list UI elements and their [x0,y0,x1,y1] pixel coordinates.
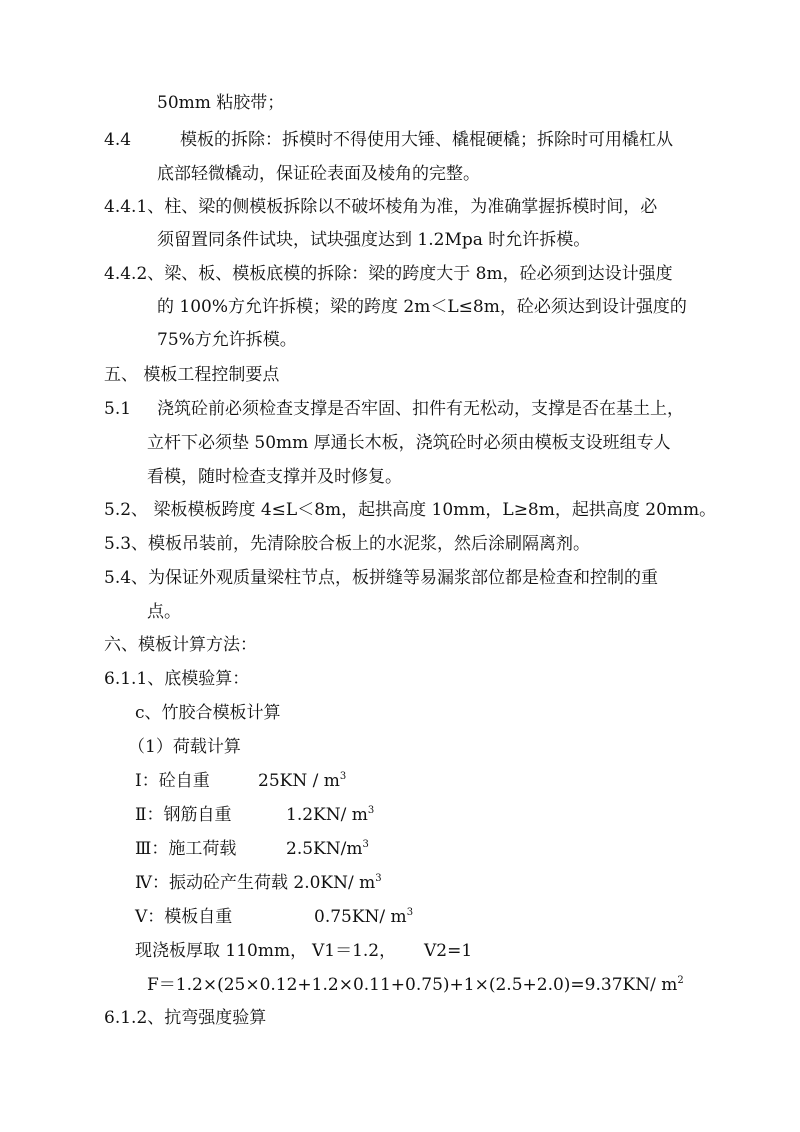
text-line: V2=1 [424,941,473,961]
text-line: c、竹胶合模板计算 [135,703,281,723]
text-line: 5.4、为保证外观质量梁柱节点，板拼缝等易漏浆部位都是检查和控制的重 [104,568,659,588]
text-line: 现浇板厚取 110mm， [135,941,308,961]
section-heading: 六、模板计算方法： [104,635,257,655]
text-line: 5.2、 梁板模板跨度 4≤L＜8m，起拱高度 10mm，L≥8m，起拱高度 20mm。 [104,500,717,520]
text-line: V1＝1.2， [312,941,397,961]
section-number: 4.4 [104,130,132,150]
text-line: 5.3、模板吊装前，先清除胶合板上的水泥浆，然后涂刷隔离剂。 [104,534,591,554]
load-label: Ⅰ：砼自重 [135,771,210,791]
text-line: 须留置同条件试块，试块强度达到 1.2Mpa 时允许拆模。 [157,230,591,250]
section-number: 5.1 [104,399,132,419]
section-heading: 五、 模板工程控制要点 [104,365,280,385]
text-line: 浇筑砼前必须检查支撑是否牢固、扣件有无松动，支撑是否在基土上， [157,399,684,419]
text-line: 模板的拆除：拆模时不得使用大锤、橇棍硬橇；拆除时可用橇杠从 [180,130,673,150]
text-line: 看模，随时检查支撑并及时修复。 [147,467,402,487]
load-value: $25KN / m^3$ [258,771,347,791]
text-line: （1）荷载计算 [128,737,241,757]
load-value: 1.2KN/ $m^3$ [286,805,375,825]
subsection-heading: 6.1.1、底模验算： [104,669,250,689]
text-line: 立杆下必须垫 50mm 厚通长木板，浇筑砼时必须由模板支设班组专人 [147,433,671,453]
load-label: Ⅳ：振动砼产生荷载 2.0KN/ $m^3$ [135,873,382,893]
load-value: $2.5KN/m^3$ [286,839,369,859]
load-label: Ⅴ：模板自重 [135,907,233,927]
text-line: 的 100%方允许拆模；梁的跨度 2m＜L≤8m，砼必须达到设计强度的 [157,297,687,317]
text-line: 50mm 粘胶带； [157,93,285,113]
text-line: 底部轻微橇动，保证砼表面及棱角的完整。 [157,164,480,184]
load-label: Ⅲ：施工荷载 [135,839,237,859]
text-line: 4.4.2、梁、板、模板底模的拆除：梁的跨度大于 8m，砼必须到达设计强度 [104,264,673,284]
load-label: Ⅱ：钢筋自重 [135,805,232,825]
text-line: 75%方允许拆模。 [157,330,297,350]
subsection-heading: 6.1.2、抗弯强度验算 [104,1008,267,1028]
formula-line: F＝1.2×(25×0.12+1.2×0.11+0.75)+1×(2.5+2.0)=9.37KN/ $m^2$ [147,975,684,995]
text-line: 4.4.1、柱、梁的侧模板拆除以不破坏棱角为准，为准确掌握拆模时间，必 [104,197,658,217]
text-line: 点。 [147,602,181,622]
load-value: 0.75KN/ $m^3$ [314,907,414,927]
